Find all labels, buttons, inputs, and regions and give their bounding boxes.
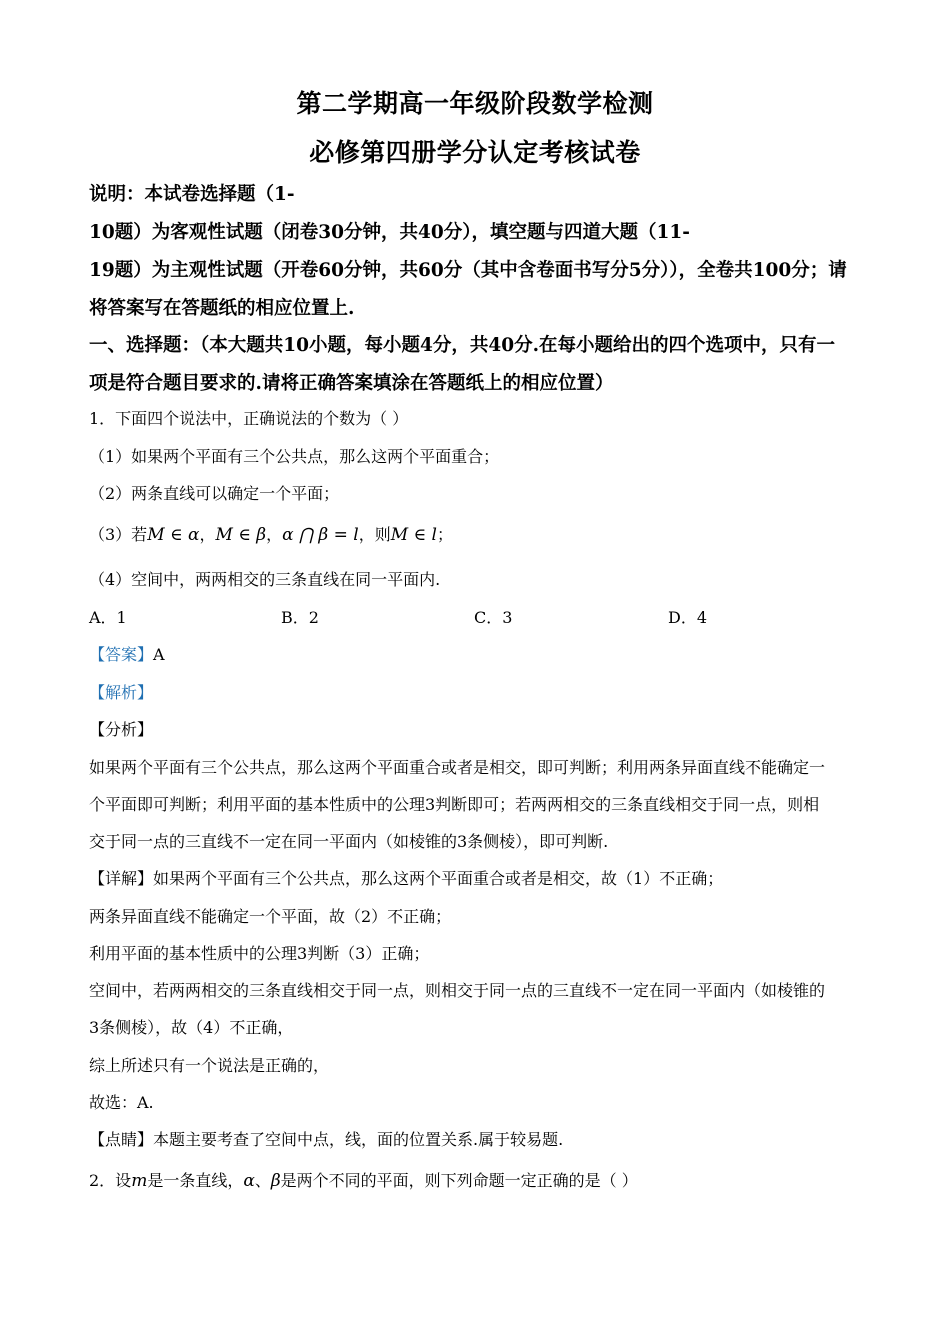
instructions-line-1: 说明：本试卷选择题（1- <box>89 184 295 205</box>
section-heading-line-1: 一、选择题：（本大题共10小题，每小题4分，共40分.在每小题给出的四个选项中，只有一 <box>89 335 836 356</box>
question-1-stem: 1．下面四个说法中，正确说法的个数为（ ） <box>89 409 409 428</box>
math-variable: β <box>270 1171 281 1191</box>
option-c: C．3 <box>474 608 513 627</box>
math-expression: M ∈ l <box>390 525 437 545</box>
xiangjie-line-2: 两条异面直线不能确定一个平面，故（2）不正确； <box>89 907 452 926</box>
comma: ，则 <box>358 525 391 544</box>
section-heading-line-2: 项是符合题目要求的.请将正确答案填涂在答题纸上的相应位置） <box>89 373 614 394</box>
answer-tag: 【答案】 <box>89 645 154 664</box>
option-a: A．1 <box>89 608 127 627</box>
fenxi-line-3: 交于同一点的三直线不一定在同一平面内（如棱锥的3条侧棱），即可判断. <box>89 832 609 851</box>
comma: ， <box>199 525 216 544</box>
instructions-line-3: 19题）为主观性试题（开卷60分钟，共60分（其中含卷面书写分5分）），全卷共100分；请 <box>89 260 847 281</box>
semicolon: ； <box>436 525 453 544</box>
xiangjie-text: 如果两个平面有三个公共点，那么这两个平面重合或者是相交，故（1）不正确； <box>153 869 724 888</box>
fenxi-heading: 【分析】 <box>89 720 154 739</box>
answer-line <box>89 642 165 665</box>
q2-separator: 、 <box>254 1171 271 1190</box>
math-expression: M ∈ α <box>147 525 200 545</box>
answer-value: A <box>153 645 165 664</box>
xiangjie-line-5: 3条侧棱），故（4）不正确， <box>89 1018 294 1037</box>
q2-rest: 是两个不同的平面，则下列命题一定正确的是（ ） <box>280 1171 638 1190</box>
math-expression: α ⋂ β = l <box>282 525 359 545</box>
dianjing-line <box>89 1127 563 1150</box>
comma: ， <box>266 525 283 544</box>
fenxi-line-1: 如果两个平面有三个公共点，那么这两个平面重合或者是相交，即可判断；利用两条异面直线不能确定一 <box>89 758 826 777</box>
instructions-line-4: 将答案写在答题纸的相应位置上. <box>89 298 355 319</box>
dianjing-tag: 【点睛】 <box>89 1130 154 1149</box>
xiangjie-tag: 【详解】 <box>89 869 154 888</box>
question-1-statement-4: （4）空间中，两两相交的三条直线在同一平面内. <box>89 570 441 589</box>
statement-3-prefix: （3）若 <box>89 525 148 544</box>
question-1-statement-3 <box>89 522 453 545</box>
math-variable: α <box>243 1171 255 1191</box>
xiangjie-line-1 <box>89 866 723 889</box>
question-1-statement-2: （2）两条直线可以确定一个平面； <box>89 484 340 503</box>
xiangjie-line-4: 空间中，若两两相交的三条直线相交于同一点，则相交于同一点的三直线不一定在同一平面内（如棱锥的 <box>89 981 826 1000</box>
math-expression: M ∈ β <box>215 525 267 545</box>
xiangjie-line-3: 利用平面的基本性质中的公理3判断（3）正确； <box>89 944 430 963</box>
xiangjie-line-6: 综上所述只有一个说法是正确的， <box>89 1056 330 1075</box>
dianjing-text: 本题主要考查了空间中点，线，面的位置关系.属于较易题. <box>153 1130 564 1149</box>
page-subtitle: 必修第四册学分认定考核试卷 <box>309 138 641 167</box>
option-d: D．4 <box>668 608 708 627</box>
analysis-tag: 【解析】 <box>89 683 154 702</box>
question-1-statement-1: （1）如果两个平面有三个公共点，那么这两个平面重合； <box>89 447 500 466</box>
analysis-heading <box>89 680 153 703</box>
math-variable: m <box>131 1171 148 1191</box>
q2-mid: 是一条直线， <box>147 1171 244 1190</box>
xiangjie-line-7: 故选：A. <box>89 1093 154 1112</box>
question-2-stem <box>89 1168 638 1191</box>
fenxi-line-2: 个平面即可判断；利用平面的基本性质中的公理3判断即可；若两两相交的三条直线相交于同一点，则相 <box>89 795 820 814</box>
option-b: B．2 <box>281 608 319 627</box>
q2-prefix: 2．设 <box>89 1171 132 1190</box>
page-title: 第二学期高一年级阶段数学检测 <box>296 89 654 118</box>
instructions-line-2: 10题）为客观性试题（闭卷30分钟，共40分），填空题与四道大题（11- <box>89 222 690 243</box>
